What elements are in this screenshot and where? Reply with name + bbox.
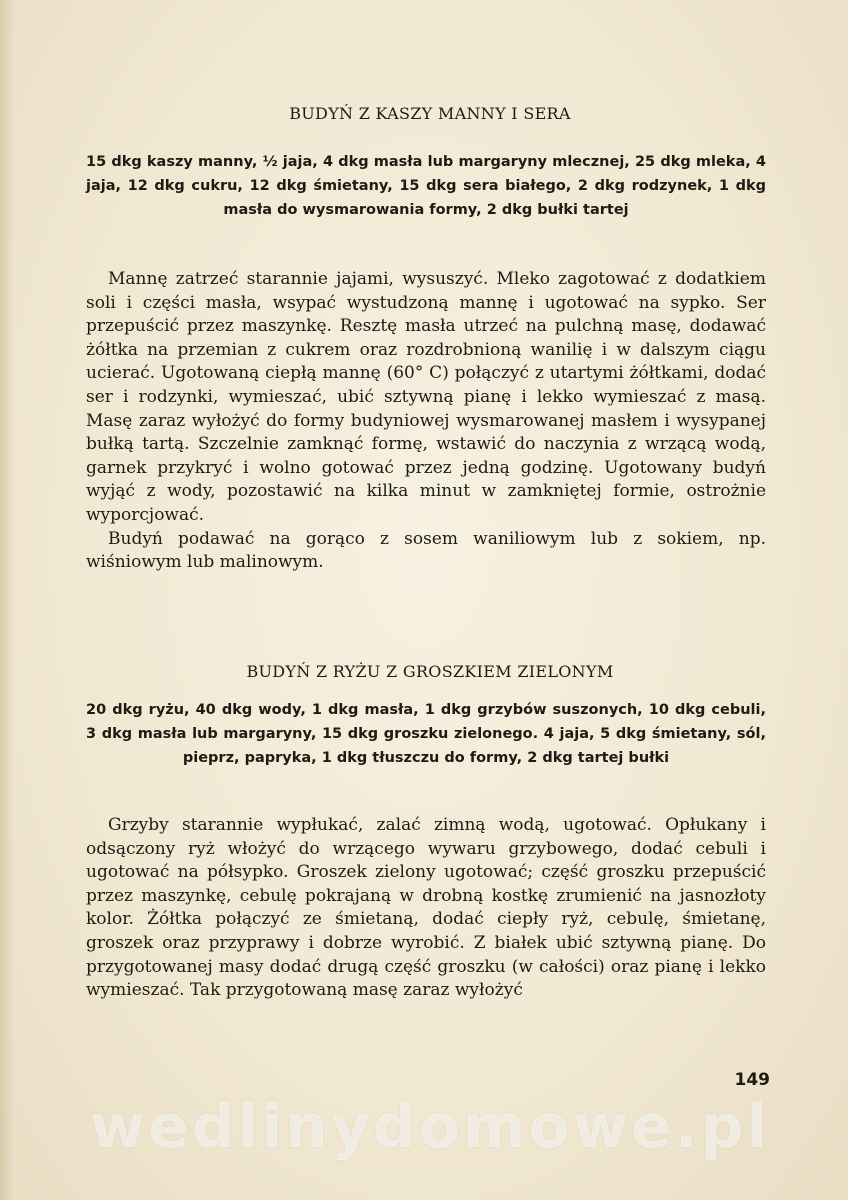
recipe2-method [86,814,766,1003]
watermark: wedlinydomowe.pl [89,1092,771,1162]
page-number: 149 [734,1070,770,1090]
page-edge-shadow [0,0,14,1200]
recipe1-title: BUDYŃ Z KASZY MANNY I SERA [289,104,571,123]
recipe2-title: BUDYŃ Z RYŻU Z GROSZKIEM ZIELONYM [246,662,614,681]
recipe2-paragraph: Grzyby starannie wypłukać, zalać zimną wodą, ugotować. Opłukany i odsączony ryż włożyć do wrzącego wywaru grzybowego, dodać cebuli i ugotować na półsypko. Groszek zielony ugotować; część groszku przepuścić przez maszynkę, cebulę pokrajaną w drobną kostkę zrumienić na jasnozłoty kolor. Żółtka połączyć ze śmietaną, dodać ciepły ryż, cebulę, śmietanę, groszek oraz przyprawy i dobrze wyrobić. Z białek ubić sztywną pianę. Do przygotowanej masy dodać drugą część groszku (w całości) oraz pianę i lekko wymieszać. Tak przygotowaną masę zaraz wyłożyć [86,815,766,1001]
recipe2-ingredients: 20 dkg ryżu, 40 dkg wody, 1 dkg masła, 1 dkg grzybów suszonych, 10 dkg cebuli, 3 dkg masła lub margaryny, 15 dkg groszku zielonego. 4 jaja, 5 dkg śmietany, sól, pieprz, papryka, 1 dkg tłuszczu do formy, 2 dkg tartej bułki [86,702,766,766]
recipe1-paragraph: Mannę zatrzeć starannie jajami, wysuszyć. Mleko zagotować z dodatkiem soli i części masła, wsypać wystudzoną mannę i ugotować na sypko. Ser przepuścić przez maszynkę. Resztę masła utrzeć na pulchną masę, dodawać żółtka na przemian z cukrem oraz rozdrobnioną wanilię i w dalszym ciągu ucierać. Ugotowaną ciepłą mannę (60° C) połączyć z utartymi żółtkami, dodać ser i rodzynki, wymieszać, ubić sztywną pianę i lekko wymieszać z masą. Masę zaraz wyłożyć do formy budyniowej wysmarowanej masłem i wysypanej bułką tartą. Szczelnie zamknąć formę, wstawić do naczynia z wrzącą wodą, garnek przykryć i wolno gotować przez jedną godzinę. Ugotowany budyń wyjąć z wody, pozostawić na kilka minut w zamkniętej formie, ostrożnie wyporcjować. [86,269,766,525]
recipe1-paragraph: Budyń podawać na gorąco z sosem waniliowym lub z sokiem, np. wiśniowym lub malinowym. [86,528,766,573]
recipe1-ingredients: 15 dkg kaszy manny, ½ jaja, 4 dkg masła lub margaryny mlecznej, 25 dkg mleka, 4 jaja, 12 dkg cukru, 12 dkg śmietany, 15 dkg sera białego, 2 dkg rodzynek, 1 dkg masła do wysmarowania formy, 2 dkg bułki tartej [86,154,766,218]
recipe1-method [86,268,766,575]
